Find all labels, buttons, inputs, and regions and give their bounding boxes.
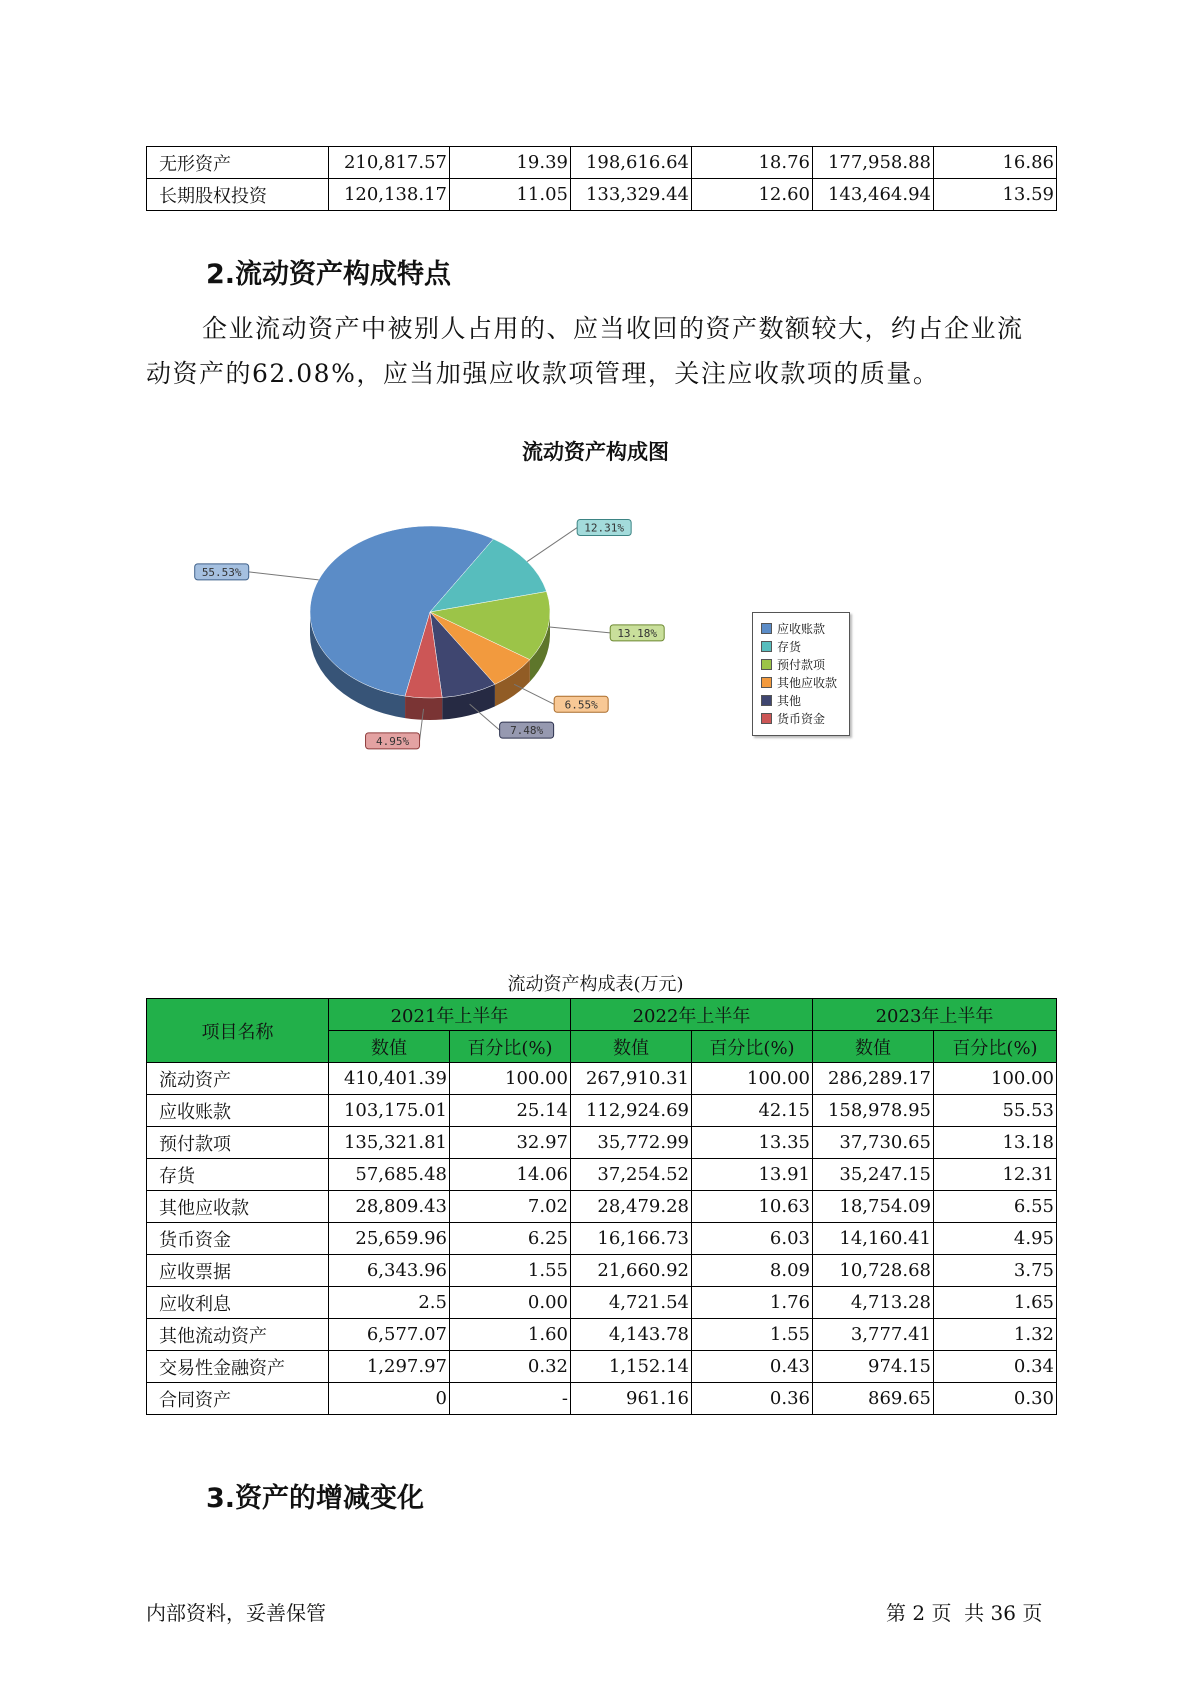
cell-value: 6,577.07	[329, 1319, 450, 1351]
table-row	[147, 1255, 1057, 1287]
header-percent: 百分比(%)	[934, 1031, 1057, 1063]
legend-label: 存货	[777, 639, 802, 654]
cell-value: 143,464.94	[813, 179, 934, 211]
legend-item	[761, 691, 849, 709]
header-item-name: 项目名称	[147, 999, 329, 1063]
row-name: 无形资产	[147, 147, 329, 179]
cell-value: 35,772.99	[571, 1127, 692, 1159]
legend-swatch	[761, 623, 772, 634]
cell-value: 21,660.92	[571, 1255, 692, 1287]
section-heading-2: 2.流动资产构成特点	[206, 259, 452, 290]
cell-value: 1,152.14	[571, 1351, 692, 1383]
cell-value: 28,809.43	[329, 1191, 450, 1223]
legend-swatch	[761, 677, 772, 688]
cell-percent: 13.35	[692, 1127, 813, 1159]
cell-percent: 1.76	[692, 1287, 813, 1319]
cell-value: 4,143.78	[571, 1319, 692, 1351]
cell-percent: 11.05	[450, 179, 571, 211]
cell-percent: 14.06	[450, 1159, 571, 1191]
leader-line	[514, 684, 554, 704]
cell-value: 3,777.41	[813, 1319, 934, 1351]
chart-legend	[752, 612, 850, 736]
cell-percent: 4.95	[934, 1223, 1057, 1255]
cell-percent: 6.25	[450, 1223, 571, 1255]
cell-value: 28,479.28	[571, 1191, 692, 1223]
row-name: 存货	[147, 1159, 329, 1191]
cell-value: 4,713.28	[813, 1287, 934, 1319]
cell-value: 2.5	[329, 1287, 450, 1319]
section-paragraph-2: 企业流动资产中被别人占用的、应当收回的资产数额较大，约占企业流动资产的62.08%，应当加强应收款项管理，关注应收款项的质量。	[146, 314, 1024, 388]
cell-value: 112,924.69	[571, 1095, 692, 1127]
cell-percent: 6.55	[934, 1191, 1057, 1223]
cell-percent: 1.65	[934, 1287, 1057, 1319]
cell-value: 869.65	[813, 1383, 934, 1415]
legend-item	[761, 709, 849, 727]
legend-swatch	[761, 695, 772, 706]
data-label: 13.18%	[617, 626, 658, 640]
cell-percent: 1.60	[450, 1319, 571, 1351]
cell-value: 961.16	[571, 1383, 692, 1415]
cell-percent: 0.30	[934, 1383, 1057, 1415]
table-row	[147, 1127, 1057, 1159]
row-name: 应收票据	[147, 1255, 329, 1287]
cell-value: 25,659.96	[329, 1223, 450, 1255]
cell-percent: 32.97	[450, 1127, 571, 1159]
data-label: 4.95%	[375, 734, 410, 748]
cell-value: 14,160.41	[813, 1223, 934, 1255]
table-row	[147, 1159, 1057, 1191]
cell-value: 410,401.39	[329, 1063, 450, 1095]
cell-percent: 0.36	[692, 1383, 813, 1415]
cell-value: 0	[329, 1383, 450, 1415]
row-name: 应收账款	[147, 1095, 329, 1127]
table-row	[147, 1319, 1057, 1351]
header-period-2023: 2023年上半年	[813, 999, 1057, 1031]
cell-value: 974.15	[813, 1351, 934, 1383]
table-row	[147, 1095, 1057, 1127]
table-row	[147, 1383, 1057, 1415]
table-row	[147, 1191, 1057, 1223]
legend-item	[761, 655, 849, 673]
legend-swatch	[761, 641, 772, 652]
header-value: 数值	[329, 1031, 450, 1063]
cell-percent: 12.60	[692, 179, 813, 211]
cell-percent: 1.55	[450, 1255, 571, 1287]
header-period-2021: 2021年上半年	[329, 999, 571, 1031]
table-row	[147, 1287, 1057, 1319]
cell-percent: 13.18	[934, 1127, 1057, 1159]
pie-chart	[0, 0, 1191, 800]
cell-value: 18,754.09	[813, 1191, 934, 1223]
header-period-2022: 2022年上半年	[571, 999, 813, 1031]
cell-value: 198,616.64	[571, 147, 692, 179]
table-caption: 流动资产构成表(万元)	[507, 974, 684, 995]
cell-value: 37,730.65	[813, 1127, 934, 1159]
current-assets-table	[146, 998, 1057, 1415]
cell-value: 35,247.15	[813, 1159, 934, 1191]
legend-label: 应收账款	[777, 621, 826, 636]
cell-percent: 0.34	[934, 1351, 1057, 1383]
header-value: 数值	[571, 1031, 692, 1063]
pie-slice-side	[405, 696, 442, 720]
cell-value: 4,721.54	[571, 1287, 692, 1319]
row-name: 流动资产	[147, 1063, 329, 1095]
cell-percent: 25.14	[450, 1095, 571, 1127]
legend-label: 其他	[777, 693, 802, 708]
row-name: 货币资金	[147, 1223, 329, 1255]
cell-percent: 55.53	[934, 1095, 1057, 1127]
legend-label: 预付款项	[777, 657, 826, 672]
legend-swatch	[761, 713, 772, 724]
cell-percent: 1.55	[692, 1319, 813, 1351]
cell-percent: 16.86	[934, 147, 1057, 179]
cell-percent: 3.75	[934, 1255, 1057, 1287]
data-label: 7.48%	[510, 724, 544, 738]
table-row	[147, 1223, 1057, 1255]
section-heading-3: 3.资产的增减变化	[206, 1483, 425, 1514]
cell-percent: 100.00	[934, 1063, 1057, 1095]
leader-line	[527, 528, 577, 562]
data-label: 6.55%	[564, 698, 598, 712]
legend-label: 货币资金	[777, 711, 826, 726]
cell-value: 286,289.17	[813, 1063, 934, 1095]
cell-value: 267,910.31	[571, 1063, 692, 1095]
leader-line	[548, 627, 610, 633]
table-row	[147, 1351, 1057, 1383]
cell-value: 210,817.57	[329, 147, 450, 179]
cell-percent: 100.00	[692, 1063, 813, 1095]
cell-value: 57,685.48	[329, 1159, 450, 1191]
cell-value: 120,138.17	[329, 179, 450, 211]
cell-percent: 42.15	[692, 1095, 813, 1127]
cell-value: 177,958.88	[813, 147, 934, 179]
cell-percent: 7.02	[450, 1191, 571, 1223]
data-label: 55.53%	[201, 565, 242, 579]
row-name: 合同资产	[147, 1383, 329, 1415]
header-percent: 百分比(%)	[450, 1031, 571, 1063]
cell-percent: 0.43	[692, 1351, 813, 1383]
cell-value: 10,728.68	[813, 1255, 934, 1287]
row-name: 长期股权投资	[147, 179, 329, 211]
cell-percent: 13.59	[934, 179, 1057, 211]
row-name: 其他流动资产	[147, 1319, 329, 1351]
cell-value: 103,175.01	[329, 1095, 450, 1127]
header-percent: 百分比(%)	[692, 1031, 813, 1063]
cell-value: 1,297.97	[329, 1351, 450, 1383]
row-name: 其他应收款	[147, 1191, 329, 1223]
row-name: 预付款项	[147, 1127, 329, 1159]
cell-value: 158,978.95	[813, 1095, 934, 1127]
cell-percent: 10.63	[692, 1191, 813, 1223]
table-row	[147, 1063, 1057, 1095]
legend-label: 其他应收款	[777, 675, 838, 690]
cell-value: 135,321.81	[329, 1127, 450, 1159]
cell-percent: -	[450, 1383, 571, 1415]
legend-item	[761, 637, 849, 655]
cell-percent: 0.00	[450, 1287, 571, 1319]
header-value: 数值	[813, 1031, 934, 1063]
footer-page-number: 第 2 页 共 36 页	[886, 1601, 1043, 1625]
leader-line	[249, 572, 319, 580]
data-label: 12.31%	[584, 521, 625, 535]
cell-percent: 1.32	[934, 1319, 1057, 1351]
row-name: 应收利息	[147, 1287, 329, 1319]
cell-percent: 6.03	[692, 1223, 813, 1255]
cell-percent: 8.09	[692, 1255, 813, 1287]
cell-percent: 19.39	[450, 147, 571, 179]
cell-percent: 13.91	[692, 1159, 813, 1191]
footer-left: 内部资料，妥善保管	[146, 1601, 326, 1625]
chart-title: 流动资产构成图	[522, 440, 669, 464]
cell-value: 133,329.44	[571, 179, 692, 211]
cell-percent: 12.31	[934, 1159, 1057, 1191]
legend-item	[761, 619, 849, 637]
legend-swatch	[761, 659, 772, 670]
cell-percent: 100.00	[450, 1063, 571, 1095]
cell-percent: 0.32	[450, 1351, 571, 1383]
cell-value: 37,254.52	[571, 1159, 692, 1191]
row-name: 交易性金融资产	[147, 1351, 329, 1383]
cell-value: 6,343.96	[329, 1255, 450, 1287]
legend-item	[761, 673, 849, 691]
cell-value: 16,166.73	[571, 1223, 692, 1255]
cell-percent: 18.76	[692, 147, 813, 179]
